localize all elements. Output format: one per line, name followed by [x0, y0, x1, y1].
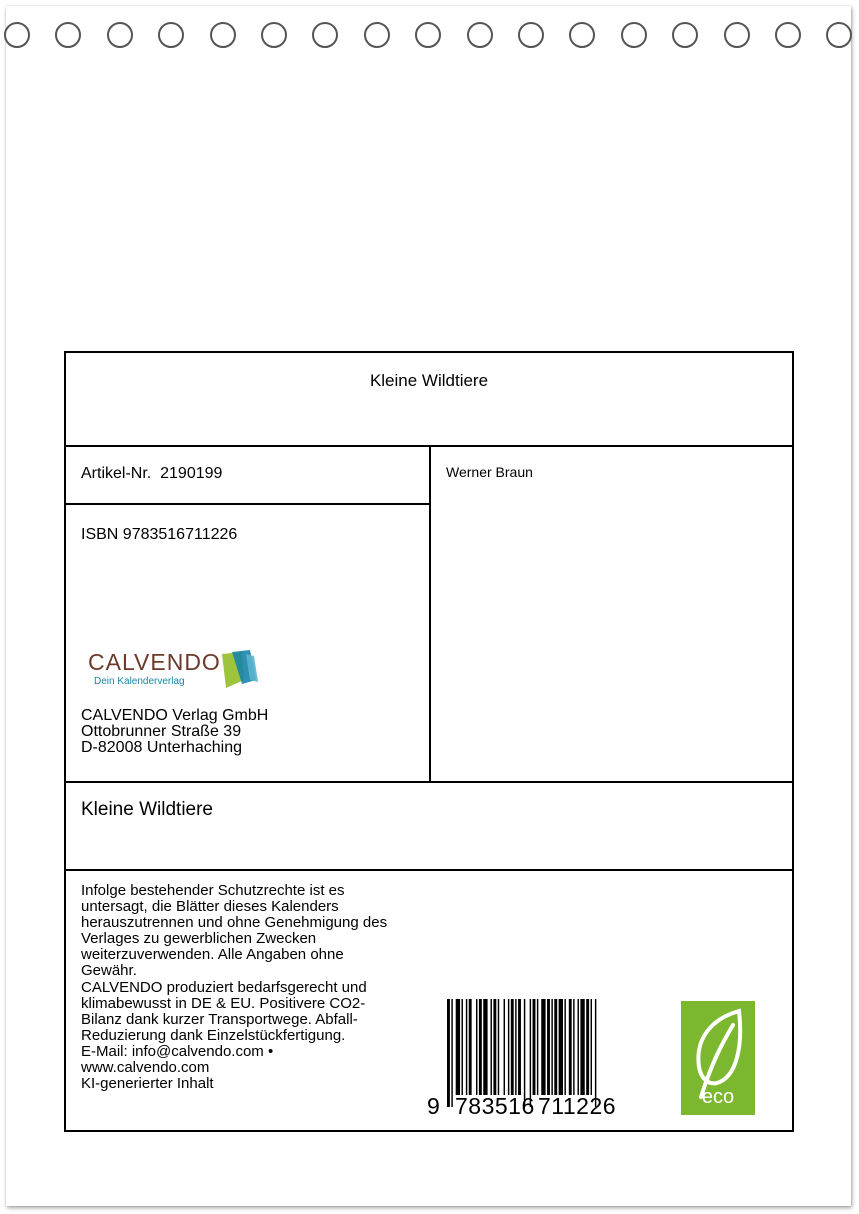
binding-ring [775, 22, 801, 48]
barcode-bar [569, 999, 572, 1095]
article-number [81, 465, 222, 483]
barcode-bar [541, 999, 545, 1095]
barcode-bar [469, 999, 472, 1095]
barcode-bar [491, 999, 492, 1095]
subtitle-box [64, 781, 794, 871]
barcode-bar [508, 999, 509, 1095]
barcode-bar [498, 999, 499, 1095]
barcode-bar [586, 999, 589, 1095]
publisher-street: Ottobrunner Straße 39 [81, 723, 242, 740]
barcode-bar [533, 999, 536, 1095]
barcode-bar [479, 999, 482, 1095]
barcode-bar [564, 999, 565, 1095]
binding-ring [518, 22, 544, 48]
binding-ring [261, 22, 287, 48]
binding-ring [569, 22, 595, 48]
legal-line: Reduzierung dank Einzelstückfertigung. [81, 1026, 346, 1044]
logo-wordmark: CALVENDO [88, 649, 221, 675]
binding-ring [672, 22, 698, 48]
barcode-bar [447, 999, 450, 1107]
article-number-box [64, 445, 431, 505]
calvendo-logo [88, 649, 263, 691]
legal-line: weiterzuverwenden. Alle Angaben ohne [81, 946, 344, 964]
barcode-bar [456, 999, 460, 1095]
legal-line: Gewähr. [81, 962, 137, 980]
barcode-bar [537, 999, 538, 1095]
eco-label: eco [701, 1086, 735, 1108]
isbn-number: ISBN 9783516711226 [81, 526, 238, 543]
barcode-bar [591, 999, 592, 1095]
legal-line: KI-generierter Inhalt [81, 1075, 214, 1093]
legal-line: CALVENDO produziert bedarfsgerecht und [81, 978, 367, 996]
barcode-bar [547, 999, 550, 1095]
calvendo-page-icon [220, 650, 260, 690]
binding-ring [364, 22, 390, 48]
barcode-bar [530, 999, 531, 1107]
legal-line: herauszutrennen und ohne Genehmigung des [81, 914, 388, 932]
binding-ring [467, 22, 493, 48]
publisher-name: CALVENDO Verlag GmbH [81, 707, 269, 724]
title-box [64, 351, 794, 447]
binding-ring [621, 22, 647, 48]
article-number-value: 2190199 [160, 465, 223, 482]
barcode-bar [578, 999, 579, 1095]
barcode-bar [595, 999, 596, 1107]
barcode-bar [511, 999, 514, 1095]
barcode-bar [515, 999, 516, 1095]
eco-badge [681, 1001, 755, 1115]
legal-line: klimabewusst in DE & EU. Positivere CO2- [81, 994, 366, 1012]
publisher-city: D-82008 Unterhaching [81, 739, 242, 756]
legal-line: Verlages zu gewerblichen Zwecken [81, 930, 317, 948]
barcode-bar [580, 999, 584, 1095]
barcode-bar [518, 999, 521, 1095]
legal-line: www.calvendo.com [81, 1059, 210, 1077]
article-number-label: Artikel-Nr. [81, 465, 152, 482]
binding-ring [158, 22, 184, 48]
barcode-digit-prefix: 9 [427, 1093, 441, 1119]
legal-line: untersagt, die Blätter dieses Kalenders [81, 898, 339, 916]
barcode-bar [559, 999, 563, 1095]
binding-ring [55, 22, 81, 48]
barcode-bar [451, 999, 452, 1107]
binding-ring [415, 22, 441, 48]
author-name: Werner Braun [446, 464, 533, 480]
binding-ring [210, 22, 236, 48]
legal-line: Bilanz dank kurzer Transportwege. Abfall- [81, 1010, 358, 1028]
binding-ring [107, 22, 133, 48]
author-box [429, 445, 794, 783]
barcode-bar [466, 999, 467, 1095]
barcode-bar [573, 999, 574, 1095]
calendar-subtitle: Kleine Wildtiere [81, 799, 213, 820]
binding-ring [724, 22, 750, 48]
barcode-digits-group-1: 783516 [455, 1093, 535, 1119]
logo-tagline: Dein Kalenderverlag [94, 676, 185, 687]
barcode-bar [551, 999, 552, 1095]
binding-ring [4, 22, 30, 48]
barcode-bar [483, 999, 487, 1095]
isbn-barcode [427, 999, 631, 1119]
legal-info-box [64, 869, 794, 1132]
barcode-digits-group-2: 711226 [538, 1093, 617, 1119]
binding-ring [826, 22, 852, 48]
barcode-bar [504, 999, 505, 1095]
barcode-bar [493, 999, 496, 1095]
binding-ring [312, 22, 338, 48]
legal-line: E-Mail: info@calvendo.com • [81, 1042, 274, 1060]
barcode-bar [524, 999, 525, 1107]
binding-rings [0, 0, 859, 60]
barcode-bar [462, 999, 463, 1095]
calendar-title: Kleine Wildtiere [369, 371, 489, 390]
isbn-publisher-box [64, 503, 431, 783]
legal-notice [81, 883, 421, 1092]
barcode-bar [554, 999, 557, 1095]
barcode-bar [476, 999, 477, 1095]
legal-line: Infolge bestehender Schutzrechte ist es [81, 882, 345, 899]
